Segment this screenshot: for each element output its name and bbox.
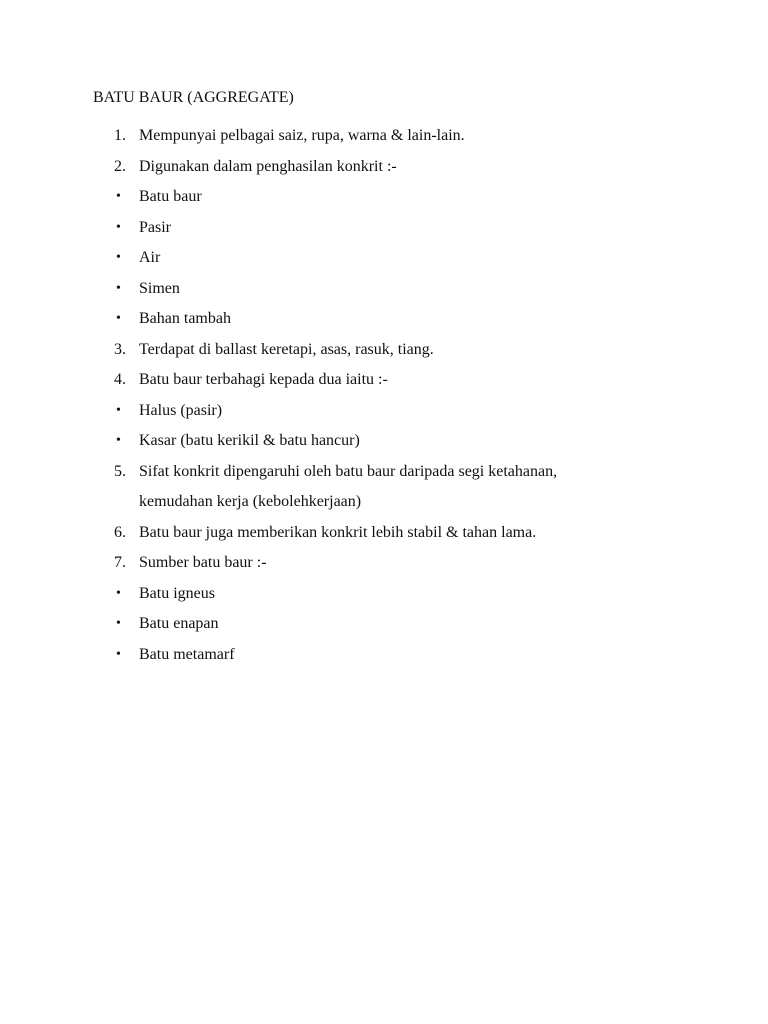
bullet-marker: • [116,646,121,662]
item-number: 2. [114,157,126,175]
bullet-marker: • [116,585,121,601]
bullet-item [0,274,768,305]
item-number: 1. [114,127,126,144]
bullet-item [0,243,768,274]
numbered-item [0,365,768,396]
item-number: 5. [114,462,126,480]
document-title: BATU BAUR (AGGREGATE) [93,89,294,106]
item-text: Sifat konkrit dipengaruhi oleh batu baur daripada segi ketahanan, kemudahan kerja (kebolehkerjaan) [139,462,558,510]
bullet-item [0,396,768,427]
bullet-marker: • [116,219,121,235]
bullet-item [0,579,768,610]
item-text: Terdapat di ballast keretapi, asas, rasuk, tiang. [139,340,434,358]
item-number: 7. [114,554,126,571]
item-text: Batu igneus [139,584,215,602]
numbered-item [0,121,768,152]
bullet-marker: • [116,616,121,631]
item-text: Batu baur juga memberikan konkrit lebih stabil & tahan lama. [139,523,537,541]
bullet-marker: • [116,280,121,296]
item-text: Pasir [139,218,171,236]
numbered-item [0,335,768,366]
item-text: Kasar (batu kerikil & batu hancur) [139,432,360,449]
bullet-marker: • [116,402,121,418]
bullet-marker: • [116,250,121,265]
bullet-marker: • [116,189,121,204]
item-text: Air [139,249,161,266]
numbered-item [0,548,768,579]
item-text: Halus (pasir) [139,401,223,419]
item-text: Sumber batu baur :- [139,554,267,571]
bullet-item [0,304,768,335]
item-text: Simen [139,279,180,297]
item-text: Batu metamarf [139,645,235,663]
content-list [0,121,768,670]
item-text: Batu baur terbahagi kepada dua iaitu :- [139,371,388,388]
bullet-item [0,213,768,244]
bullet-item [0,182,768,213]
item-text: Mempunyai pelbagai saiz, rupa, warna & lain-lain. [139,127,465,144]
bullet-item [0,640,768,671]
item-number: 4. [114,371,126,388]
item-text: Digunakan dalam penghasilan konkrit :- [139,157,397,175]
bullet-item [0,609,768,640]
item-number: 3. [114,340,126,358]
item-text: Batu enapan [139,615,219,632]
bullet-marker: • [116,311,121,326]
item-number: 6. [114,523,126,541]
item-text: Batu baur [139,188,202,205]
bullet-item [0,426,768,457]
bullet-marker: • [116,433,121,448]
numbered-item [0,457,768,518]
numbered-item [0,518,768,549]
item-text: Bahan tambah [139,310,231,327]
numbered-item [0,152,768,183]
